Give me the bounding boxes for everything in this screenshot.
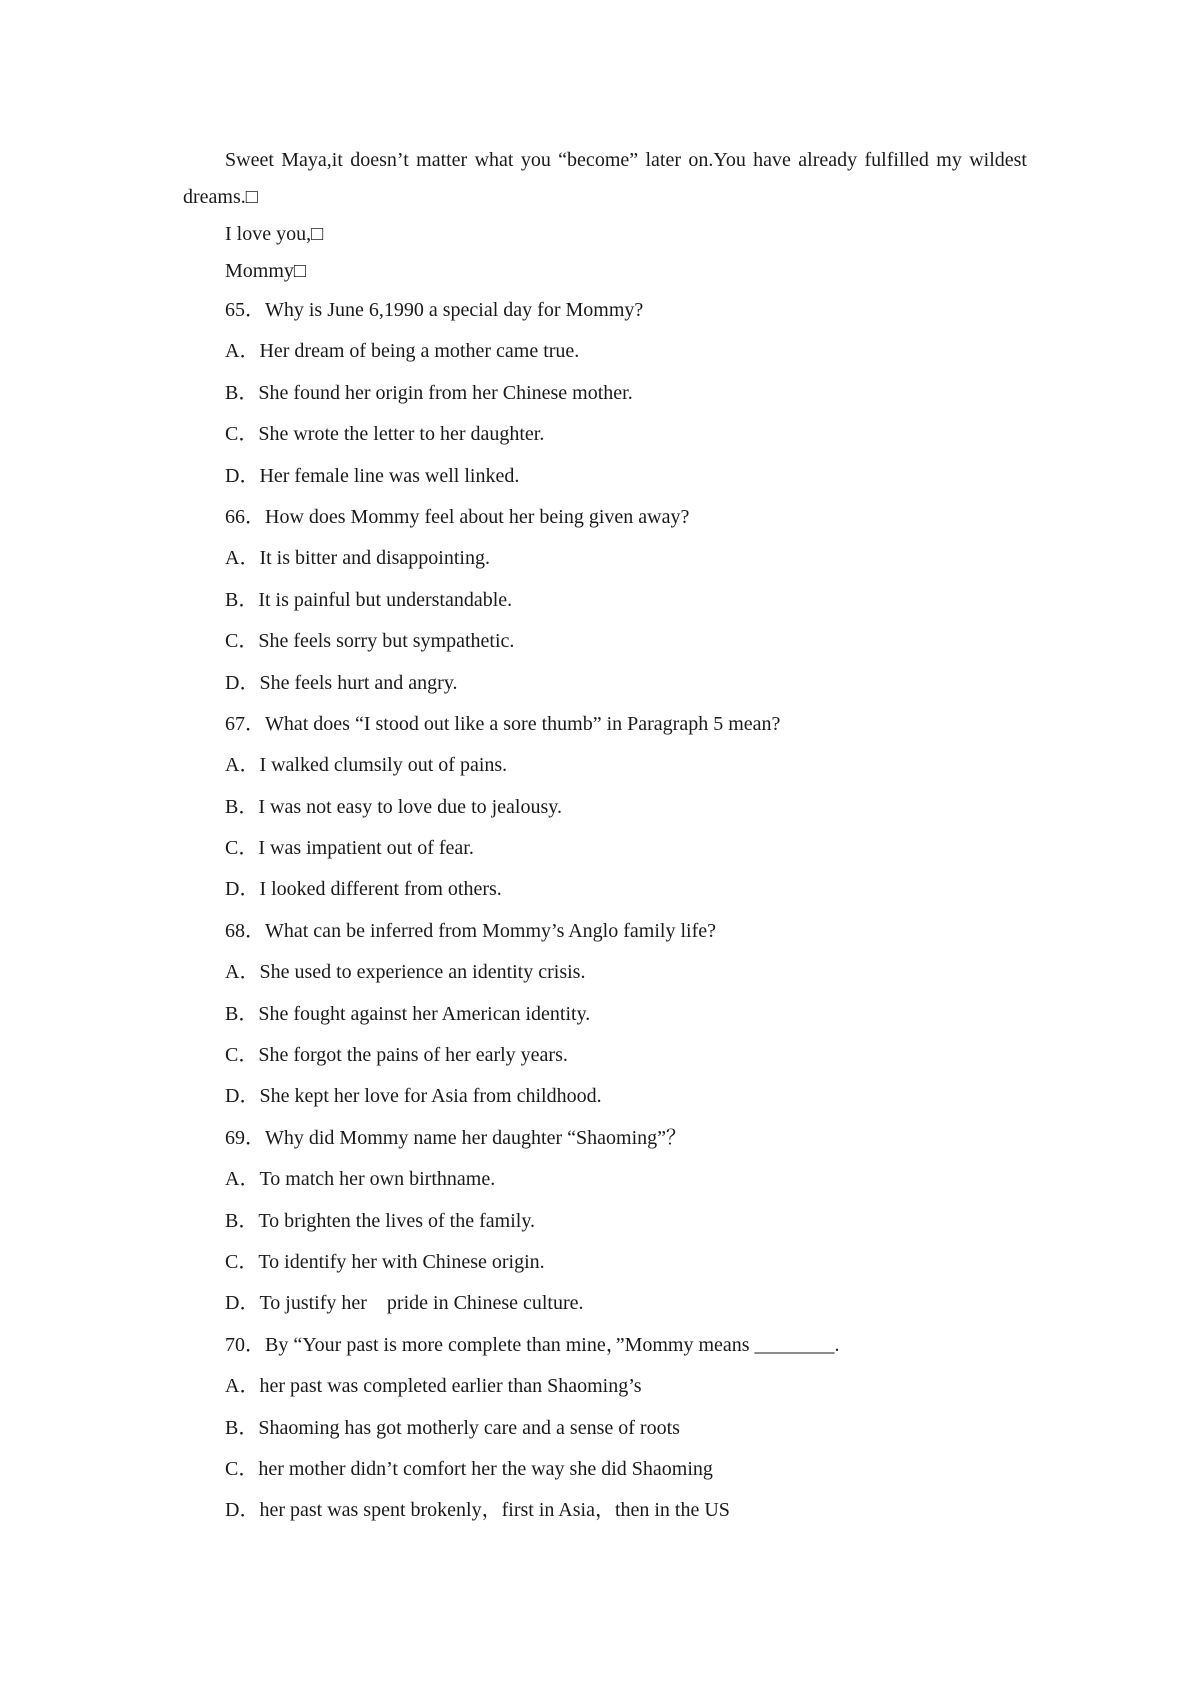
option-d: D．Her female line was well linked. [225, 464, 520, 487]
option-b: B．She found her origin from her Chinese mother. [225, 381, 633, 404]
option-a: A．Her dream of being a mother came true. [225, 340, 580, 363]
letter-closing-paragraph: Sweet Maya,it doesn’t matter what you “become” later on.You have already fulfilled my wildest dreams.□ [183, 149, 1027, 208]
letter-sign-off: I love you,□ [225, 223, 324, 245]
option-c: C．her mother didn’t comfort her the way she did Shaoming [225, 1457, 713, 1480]
option-c: C．To identify her with Chinese origin. [225, 1250, 545, 1273]
question-68 [183, 911, 1027, 1118]
option-a: A．To match her own birthname. [225, 1168, 496, 1191]
option-b: B．To brighten the lives of the family. [225, 1209, 536, 1232]
question-70 [183, 1325, 1027, 1532]
question-stem: 68．What can be inferred from Mommy’s Anglo family life? [225, 919, 716, 942]
option-a: A．her past was completed earlier than Shaoming’s [225, 1375, 642, 1398]
option-b: B．She fought against her American identity. [225, 1002, 591, 1025]
question-66 [183, 497, 1027, 704]
option-b: B．It is painful but understandable. [225, 588, 513, 611]
question-stem: 66．How does Mommy feel about her being given away? [225, 505, 690, 528]
option-d: D．She feels hurt and angry. [225, 671, 458, 694]
question-list [183, 290, 1027, 1532]
option-c: C．She forgot the pains of her early years. [225, 1044, 568, 1067]
option-b: B．I was not easy to love due to jealousy. [225, 795, 562, 818]
option-a: A．It is bitter and disappointing. [225, 547, 490, 570]
question-stem: 69．Why did Mommy name her daughter “Shaoming”？ [225, 1126, 687, 1149]
option-d: D．To justify her pride in Chinese culture. [225, 1292, 584, 1315]
option-c: C．She feels sorry but sympathetic. [225, 630, 515, 653]
option-c: C．She wrote the letter to her daughter. [225, 423, 545, 446]
page-content [183, 142, 1027, 1532]
option-b: B．Shaoming has got motherly care and a sense of roots [225, 1416, 680, 1439]
option-d: D．I looked different from others. [225, 878, 502, 901]
question-69 [183, 1118, 1027, 1325]
option-d: D．She kept her love for Asia from childhood. [225, 1085, 602, 1108]
question-stem: 65．Why is June 6,1990 a special day for Mommy? [225, 299, 644, 321]
question-stem: 70．By “Your past is more complete than mine，”Mommy means ________. [225, 1333, 840, 1356]
letter-signature: Mommy□ [225, 260, 306, 282]
option-a: A．I walked clumsily out of pains. [225, 754, 508, 777]
question-stem: 67．What does “I stood out like a sore thumb” in Paragraph 5 mean? [225, 712, 781, 735]
question-65 [183, 290, 1027, 497]
option-d: D．her past was spent brokenly，first in Asia，then in the US [225, 1499, 730, 1522]
option-c: C．I was impatient out of fear. [225, 837, 474, 860]
option-a: A．She used to experience an identity crisis. [225, 961, 586, 984]
question-67 [183, 704, 1027, 911]
